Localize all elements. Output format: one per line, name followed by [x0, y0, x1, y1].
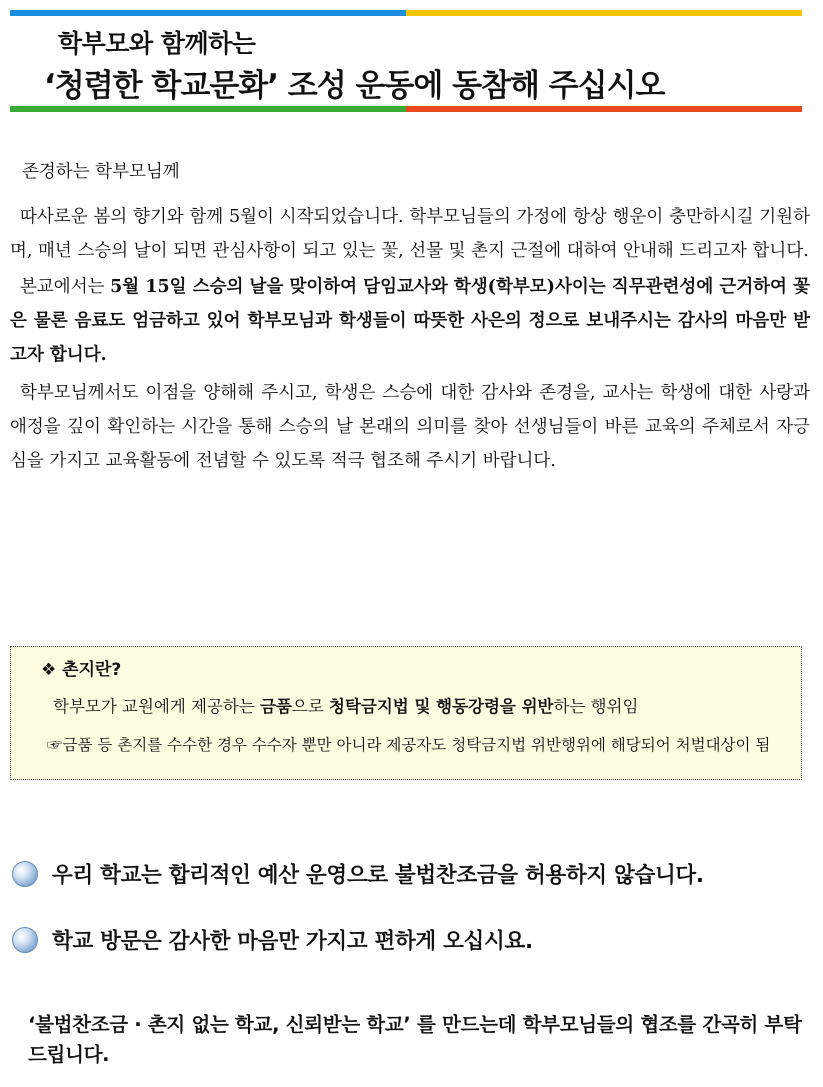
header-subtitle: 학부모와 함께하는: [58, 29, 256, 58]
bullet-row-2: [12, 924, 533, 955]
def-text-e: 하는 행위임: [553, 697, 639, 716]
letter-body: [10, 200, 810, 478]
def-text-a: 학부모가 교원에게 제공하는: [53, 697, 261, 716]
bullet-text-2: 학교 방문은 감사한 마음만 가지고 편하게 오십시요.: [52, 929, 533, 954]
paragraph-2-bold2: 담임교사와 학생(학부모)사이는 직무관련성: [357, 277, 697, 297]
box-note: ☞금품 등 촌지를 수수한 경우 수수자 뿐만 아니라 제공자도 청탁금지법 위반행위에 해당되어 처벌대상이 됨: [47, 736, 771, 754]
bullet-text-1: 우리 학교는 합리적인 예산 운영으로 불법찬조금을 허용하지 않습니다.: [52, 863, 704, 888]
def-text-b: 금품: [260, 697, 292, 716]
bottom-bar-red: [406, 106, 802, 112]
top-bar-blue: [10, 10, 406, 16]
bribe-definition-box: [10, 646, 802, 780]
bottom-bar-green: [10, 106, 406, 112]
bullet-row-1: [12, 858, 704, 889]
blue-orb-bullet-icon: [12, 927, 38, 953]
paragraph-2-bold4: 학부모님과 학생들이 따뜻한 사은의 정으로 보내주시는 감사의 마음만 받고자 합니다.: [10, 311, 810, 365]
paragraph-2: [10, 270, 810, 372]
def-text-c: 으로: [291, 697, 330, 716]
blue-orb-bullet-icon: [12, 861, 38, 887]
paragraph-1: 따사로운 봄의 향기와 함께 5월이 시작되었습니다. 학부모님들의 가정에 항상 행운이 충만하시길 기원하며, 매년 스승의 날이 되면 관심사항이 되고 있는 꽃, 선물 및 촌지 근절에 대하여 안내해 드리고자 합니다.: [10, 207, 810, 261]
top-bar-yellow: [406, 10, 802, 16]
paragraph-3: 학부모님께서도 이점을 양해해 주시고, 학생은 스승에 대한 감사와 존경을, 교사는 학생에 대한 사랑과 애정을 깊이 확인하는 시간을 통해 스승의 날 본래의 의미를 찾아 선생님들이 바른 교육의 주체로서 자긍심을 가지고 교육활동에 전념할 수 있도록 적극 협조해 주시기 바랍니다.: [10, 383, 810, 471]
box-title: ❖ 촌지란?: [41, 660, 122, 680]
closing-request: ‘불법찬조금 · 촌지 없는 학교, 신뢰받는 학교’ 를 만드는데 학부모님들의 협조를 간곡히 부탁드립니다.: [28, 1013, 802, 1066]
greeting: 존경하는 학부모님께: [22, 162, 180, 182]
page-title: ‘청렴한 학교문화’ 조성 운동에 동참해 주십시오: [44, 68, 665, 104]
paragraph-2-part1: 본교에서는: [20, 277, 111, 297]
def-text-d: 청탁금지법 및 행동강령을 위반: [329, 697, 554, 716]
paragraph-2-bold3: 에 근거하여 꽃은 물론 음료도 엄금하고 있어: [10, 277, 810, 331]
box-definition: [53, 693, 638, 717]
paragraph-2-bold1: 5월 15일 스승의 날을 맞이하여: [110, 277, 358, 297]
